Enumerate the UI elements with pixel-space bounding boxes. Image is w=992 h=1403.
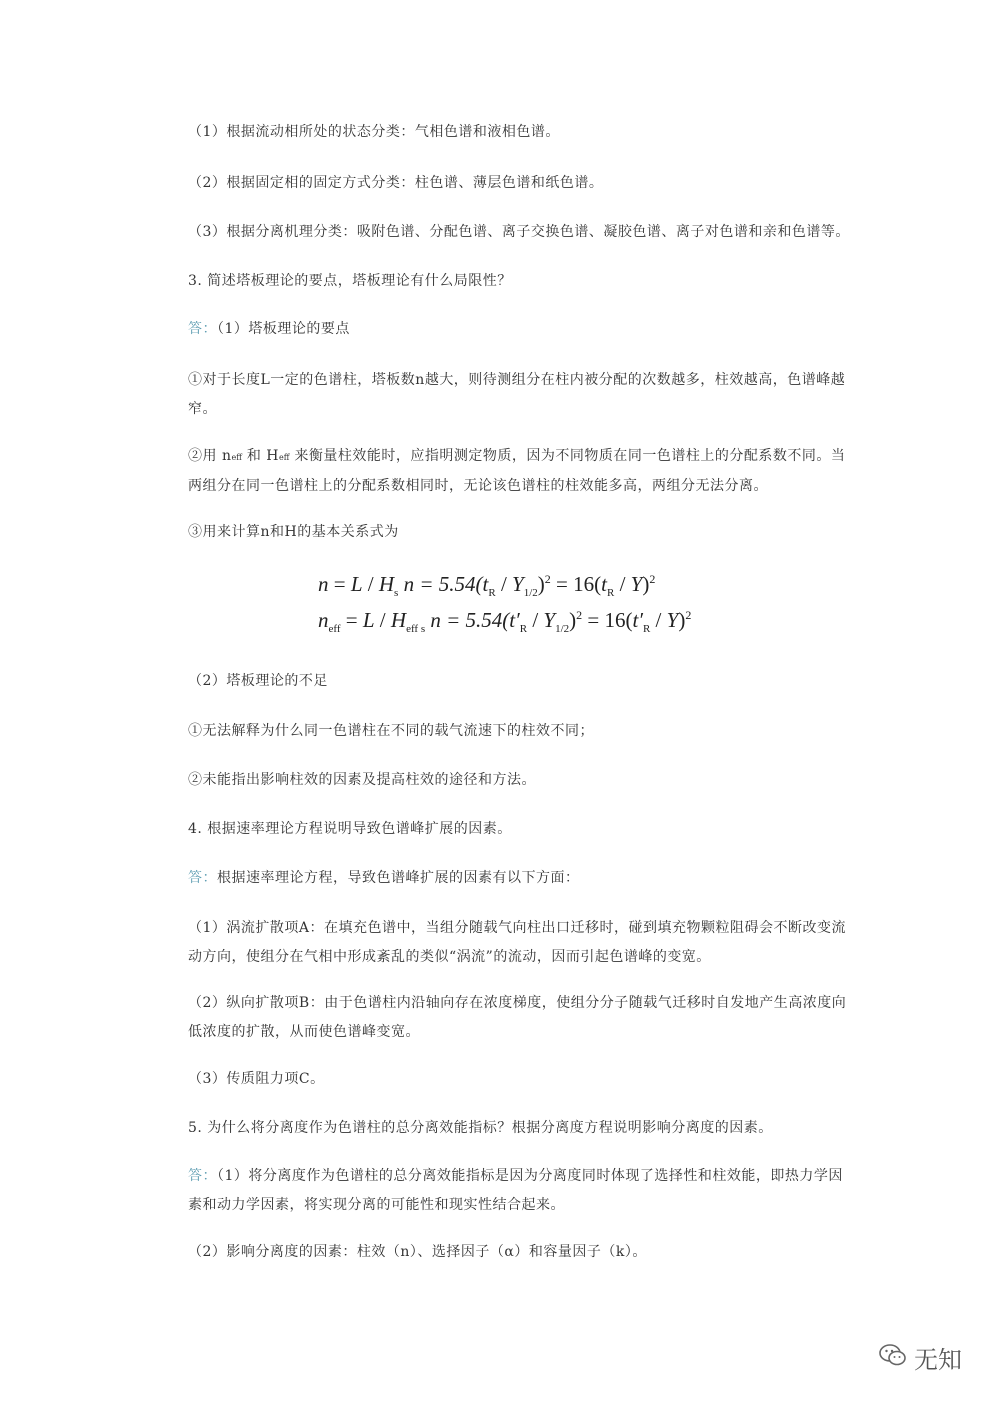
answer-3-heading: [188, 315, 850, 344]
text-item-resolution-factors: （2）影响分离度的因素：柱效（n）、选择因子（α）和容量因子（k）。: [188, 1244, 647, 1260]
text-item-longitudinal-diffusion: （2）纵向扩散项B：由于色谱柱内沿轴向存在浓度梯度，使组分分子随载气迁移时自发地产生高浓度向低浓度的扩散，从而使色谱峰变宽。: [188, 995, 847, 1040]
question-3: 3. 简述塔板理论的要点，塔板理论有什么局限性？: [188, 273, 512, 289]
watermark-text: 无知: [914, 1346, 962, 1374]
text-item-plate-2: ②用 neff 和 Heff 来衡量柱效能时，应指明测定物质，因为不同物质在同一色谱柱上的分配系数不同。当两组分在同一色谱柱上的分配系数相同时，无论该色谱柱的柱效能多高，两组分无法分离。: [188, 448, 846, 494]
answer-text: （1）将分离度作为色谱柱的总分离效能指标是因为分离度同时体现了选择性和柱效能，即热力学因素和动力学因素，将实现分离的可能性和现实性结合起来。: [188, 1168, 843, 1213]
wechat-icon: [878, 1342, 908, 1374]
answer-text: （1）塔板理论的要点: [217, 321, 350, 337]
text-item-plate-3: ③用来计算n和H的基本关系式为: [188, 524, 399, 540]
question-4: 4. 根据速率理论方程说明导致色谱峰扩展的因素。: [188, 821, 512, 837]
text-item-eddy-diffusion: （1）涡流扩散项A：在填充色谱中，当组分随载气向柱出口迁移时，碰到填充物颗粒阻碍会不断改变流动方向，使组分在气相中形成紊乱的类似“涡流”的流动，因而引起色谱峰的变宽。: [188, 920, 847, 965]
formula-row-1: $n = L / H_s$ $n = 5.54(t_R / Y_{1/2})^2 = 16(t_R / Y)^2$: [318, 572, 656, 600]
text-item-plate-1: ①对于长度L一定的色谱柱，塔板数n越大，则待测组分在柱内被分配的次数越多，柱效越高，色谱峰越窄。: [188, 372, 846, 417]
text-item-mass-transfer: （3）传质阻力项C。: [188, 1071, 325, 1087]
answer-label: 答：: [188, 1168, 217, 1184]
question-5: 5. 为什么将分离度作为色谱柱的总分离效能指标？根据分离度方程说明影响分离度的因素。: [188, 1120, 773, 1136]
plate-theory-limits-heading: （2）塔板理论的不足: [188, 673, 328, 689]
watermark: [878, 1340, 962, 1375]
text-item-limit-2: ②未能指出影响柱效的因素及提高柱效的途径和方法。: [188, 772, 536, 788]
formula-row-2: $n_{eff} = L / H_{eff s}$ $n = 5.54(t'_R / Y_{1/2})^2 = 16(t'_R / Y)^2$: [318, 608, 692, 636]
text-item-3: （3）根据分离机理分类：吸附色谱、分配色谱、离子交换色谱、凝胶色谱、离子对色谱和亲和色谱等。: [188, 224, 850, 240]
text-item-limit-1: ①无法解释为什么同一色谱柱在不同的载气流速下的柱效不同；: [188, 723, 594, 739]
answer-label: 答：: [188, 321, 217, 337]
answer-label: 答：: [188, 870, 217, 886]
plate-theory-formula: [318, 570, 698, 642]
text-item-2: （2）根据固定相的固定方式分类：柱色谱、薄层色谱和纸色谱。: [188, 175, 604, 191]
answer-text: 根据速率理论方程，导致色谱峰扩展的因素有以下方面：: [217, 870, 580, 886]
answer-4-heading: [188, 864, 850, 893]
answer-5-heading: [188, 1162, 850, 1220]
text-item-1: （1）根据流动相所处的状态分类：气相色谱和液相色谱。: [188, 124, 560, 140]
